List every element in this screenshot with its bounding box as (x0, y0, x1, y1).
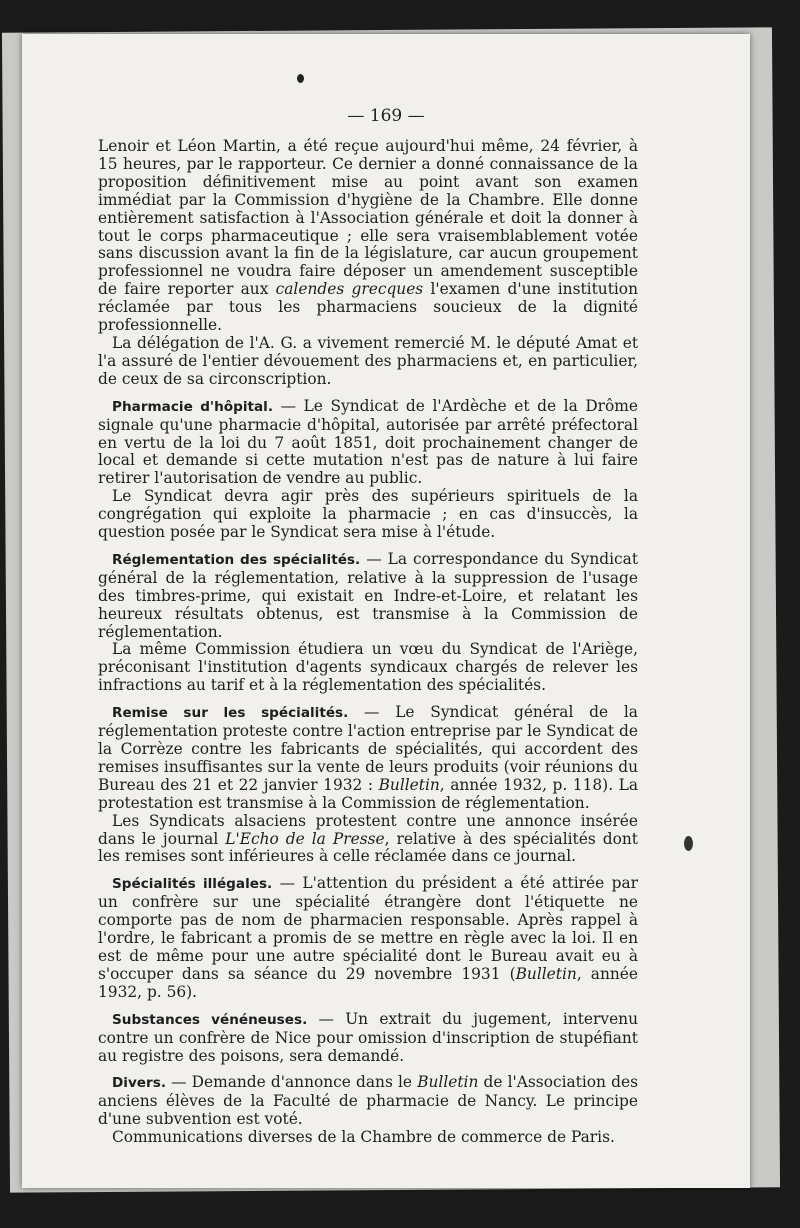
paragraph: La même Commission étudiera un vœu du Syndicat de l'Ariège, préconisant l'institution d'agents syndicaux chargés de relever les infractions au tarif et à la réglementation des spécialités. (98, 640, 638, 695)
document-page (22, 34, 750, 1188)
section-heading: Divers. (112, 1075, 166, 1092)
section-heading: Réglementation des spécialités. (112, 551, 361, 568)
body-text (98, 138, 638, 1147)
section-heading: Pharmacie d'hôpital. (112, 398, 274, 415)
section-heading: Substances vénéneuses. (112, 1011, 308, 1028)
section-divers: Divers. — Demande d'annonce dans le Bulletin de l'Association des anciens élèves de la Faculté de pharmacie de Nancy. Le principe d'une subvention est voté. (98, 1073, 638, 1129)
section-pharmacie-hopital: Pharmacie d'hôpital. — Le Syndicat de l'Ardèche et de la Drôme signale qu'une pharmacie d'hôpital, autorisée par arrêté préfectoral en vertu de la loi du 7 août 1851, doit prochainement changer de local et demande si cette mutation n'est pas de nature à lui faire retirer l'autorisation de vendre au public. (98, 396, 639, 488)
paragraph: Communications diverses de la Chambre de commerce de Paris. (112, 1128, 615, 1147)
paragraph: Les Syndicats alsaciens protestent contre une annonce insérée dans le journal L'Echo de la Presse, relative à des spécialités dont les remises sont inférieures à celle réclamée dans ce journal. (98, 811, 638, 866)
paragraph-continuation: Lenoir et Léon Martin, a été reçue aujourd'hui même, 24 février, à 15 heures, par le rapporteur. Ce dernier a donné connaissance de la proposition définitivement mise au point avant son examen immédiat par la Commission d'hygiène de la Chambre. Elle donne entièrement satisfaction à l'Association générale et doit la donner à tout le corps pharmaceutique ; elle sera vraisemblablement votée sans discussion avant la fin de la législature, car aucun groupement professionnel ne voudra faire déposer un amendement susceptible de faire reporter aux calendes grecques l'examen d'une institution réclamée par tous les pharmaciens soucieux de la dignité professionnelle. (98, 137, 638, 335)
section-substances-veneneuses: Substances vénéneuses. — Un extrait du jugement, intervenu contre un confrère de Nice pour omission d'inscription de stupéfiant au registre des poisons, sera demandé. (98, 1009, 639, 1065)
section-reglementation-specialites: Réglementation des spécialités. — La correspondance du Syndicat général de la réglementation, relative à la suppression de l'usage des timbres-prime, qui existait en Indre-et-Loire, et relatant les heureux résultats obtenus, est transmise à la Commission de réglementation. (98, 549, 639, 641)
ink-dot (297, 74, 304, 83)
page-number: — 169 — (347, 106, 425, 126)
paragraph: Le Syndicat devra agir près des supérieurs spirituels de la congrégation qui exploite la pharmacie ; en cas d'insuccès, la question posée par le Syndicat sera mise à l'étude. (98, 487, 638, 542)
binding-hole-mark (684, 836, 693, 851)
section-remise-specialites: Remise sur les spécialités. — Le Syndicat général de la réglementation proteste contre l'action entreprise par le Syndicat de la Corrèze contre les fabricants de spécialités, qui accordent des remises insuffisantes sur la vente de leurs produits (voir réunions du Bureau des 21 et 22 janvier 1932 : Bulletin, année 1932, p. 118). La protestation est transmise à la Commission de réglementation. (98, 703, 639, 812)
section-heading: Remise sur les spécialités. (112, 705, 349, 722)
section-heading: Spécialités illégales. (112, 876, 273, 893)
paragraph: La délégation de l'A. G. a vivement remercié M. le député Amat et l'a assuré de l'entier dévouement des pharmaciens et, en particulier, de ceux de sa circonscription. (98, 333, 638, 388)
section-specialites-illegales: Spécialités illégales. — L'attention du président a été attirée par un confrère sur une spécialité étrangère dont l'étiquette ne comporte pas de nom de pharmacien responsable. Après rappel à l'ordre, le fabricant a promis de se mettre en règle avec la loi. Il en est de même pour une autre spécialité dont le Bureau avait eu à s'occuper dans sa séance du 29 novembre 1931 (Bulletin, année 1932, p. 56). (98, 874, 638, 1001)
